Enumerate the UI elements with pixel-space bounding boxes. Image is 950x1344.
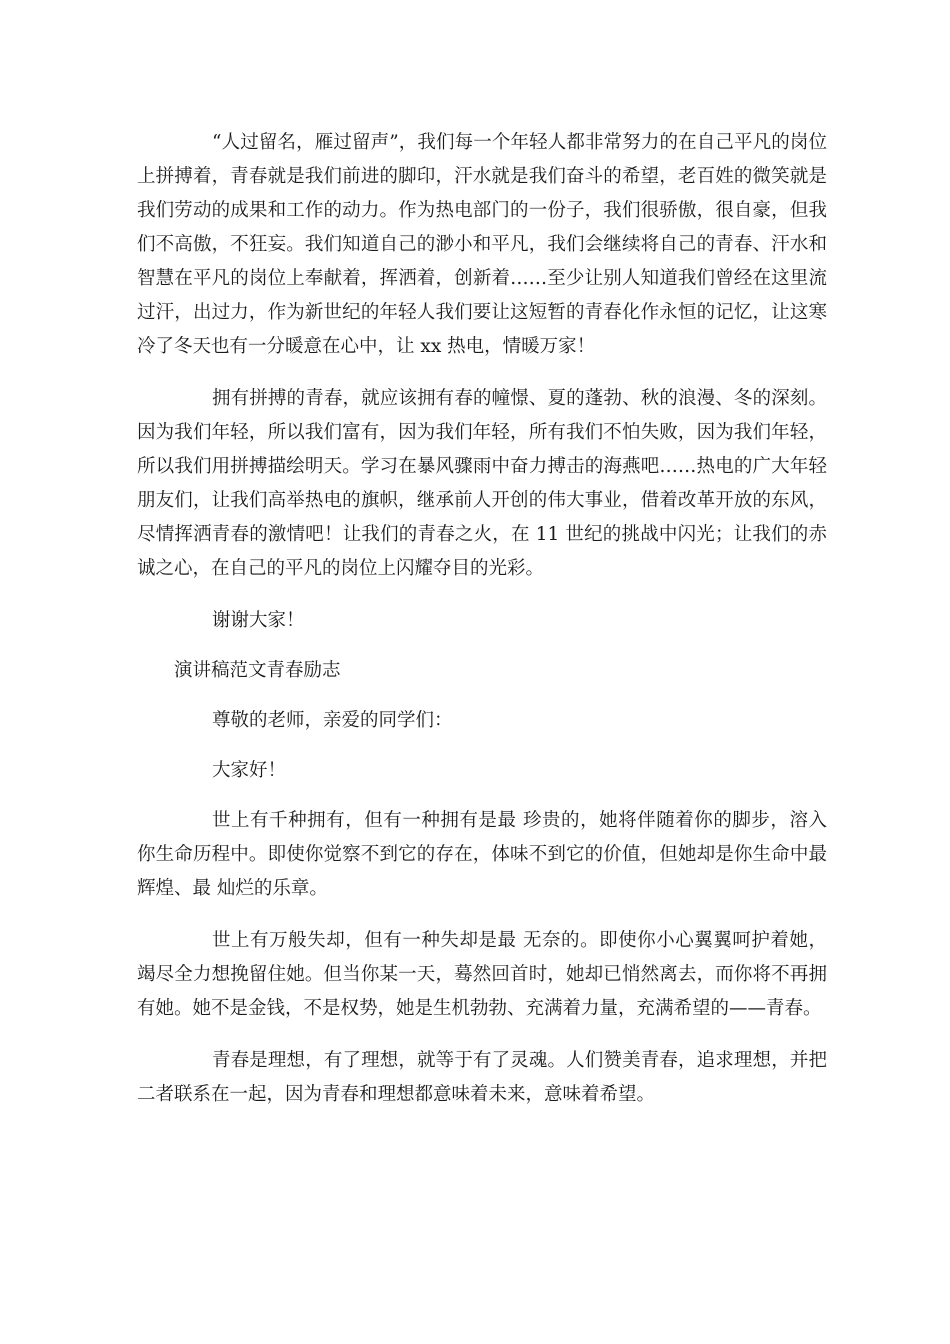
body-paragraph-3: 青春是理想，有了理想，就等于有了灵魂。人们赞美青春，追求理想，并把二者联系在一起，因为青春和理想都意味着未来，意味着希望。 bbox=[137, 1050, 827, 1105]
closing-thanks: 谢谢大家！ bbox=[212, 610, 305, 631]
greeting: 大家好！ bbox=[212, 760, 287, 781]
body-paragraph-2: 世上有万般失却，但有一种失却是最 无奈的。即使你小心翼翼呵护着她，竭尽全力想挽留住她。但当你某一天，蓦然回首时，她却已悄然离去，而你将不再拥有她。她不是金钱，不是权势，她是生机勃勃、充满着力量，充满希望的——青春。 bbox=[137, 930, 827, 1019]
speech-title: 演讲稿范文青春励志 bbox=[174, 660, 341, 681]
paragraph-2: 拥有拼搏的青春，就应该拥有春的幢憬、夏的蓬勃、秋的浪漫、冬的深刻。因为我们年轻，所以我们富有，因为我们年轻，所有我们不怕失败，因为我们年轻，所以我们用拼搏描绘明天。学习在暴风骤雨中奋力搏击的海燕吧……热电的广大年轻朋友们，让我们高举热电的旗帜，继承前人开创的伟大事业，借着改革开放的东风，尽情挥洒青春的激情吧！让我们的青春之火，在 11 世纪的挑战中闪光；让我们的赤诚之心，在自己的平凡的岗位上闪耀夺目的光彩。 bbox=[137, 388, 827, 579]
salutation: 尊敬的老师，亲爱的同学们： bbox=[212, 710, 453, 731]
paragraph-1: “人过留名，雁过留声”，我们每一个年轻人都非常努力的在自己平凡的岗位上拼搏着，青春就是我们前进的脚印，汗水就是我们奋斗的希望，老百姓的微笑就是我们劳动的成果和工作的动力。作为热电部门的一份子，我们很骄傲，很自豪，但我们不高傲，不狂妄。我们知道自己的渺小和平凡，我们会继续将自己的青春、汗水和智慧在平凡的岗位上奉献着，挥洒着，创新着……至少让别人知道我们曾经在这里流过汗，出过力，作为新世纪的年轻人我们要让这短暂的青春化作永恒的记忆，让这寒冷了冬天也有一分暖意在心中，让 xx 热电，情暖万家！ bbox=[137, 132, 827, 357]
body-paragraph-1: 世上有千种拥有，但有一种拥有是最 珍贵的，她将伴随着你的脚步，溶入你生命历程中。即使你觉察不到它的存在，体味不到它的价值，但她却是你生命中最 辉煌、最 灿烂的乐章。 bbox=[137, 810, 827, 899]
document-body bbox=[137, 126, 827, 1130]
